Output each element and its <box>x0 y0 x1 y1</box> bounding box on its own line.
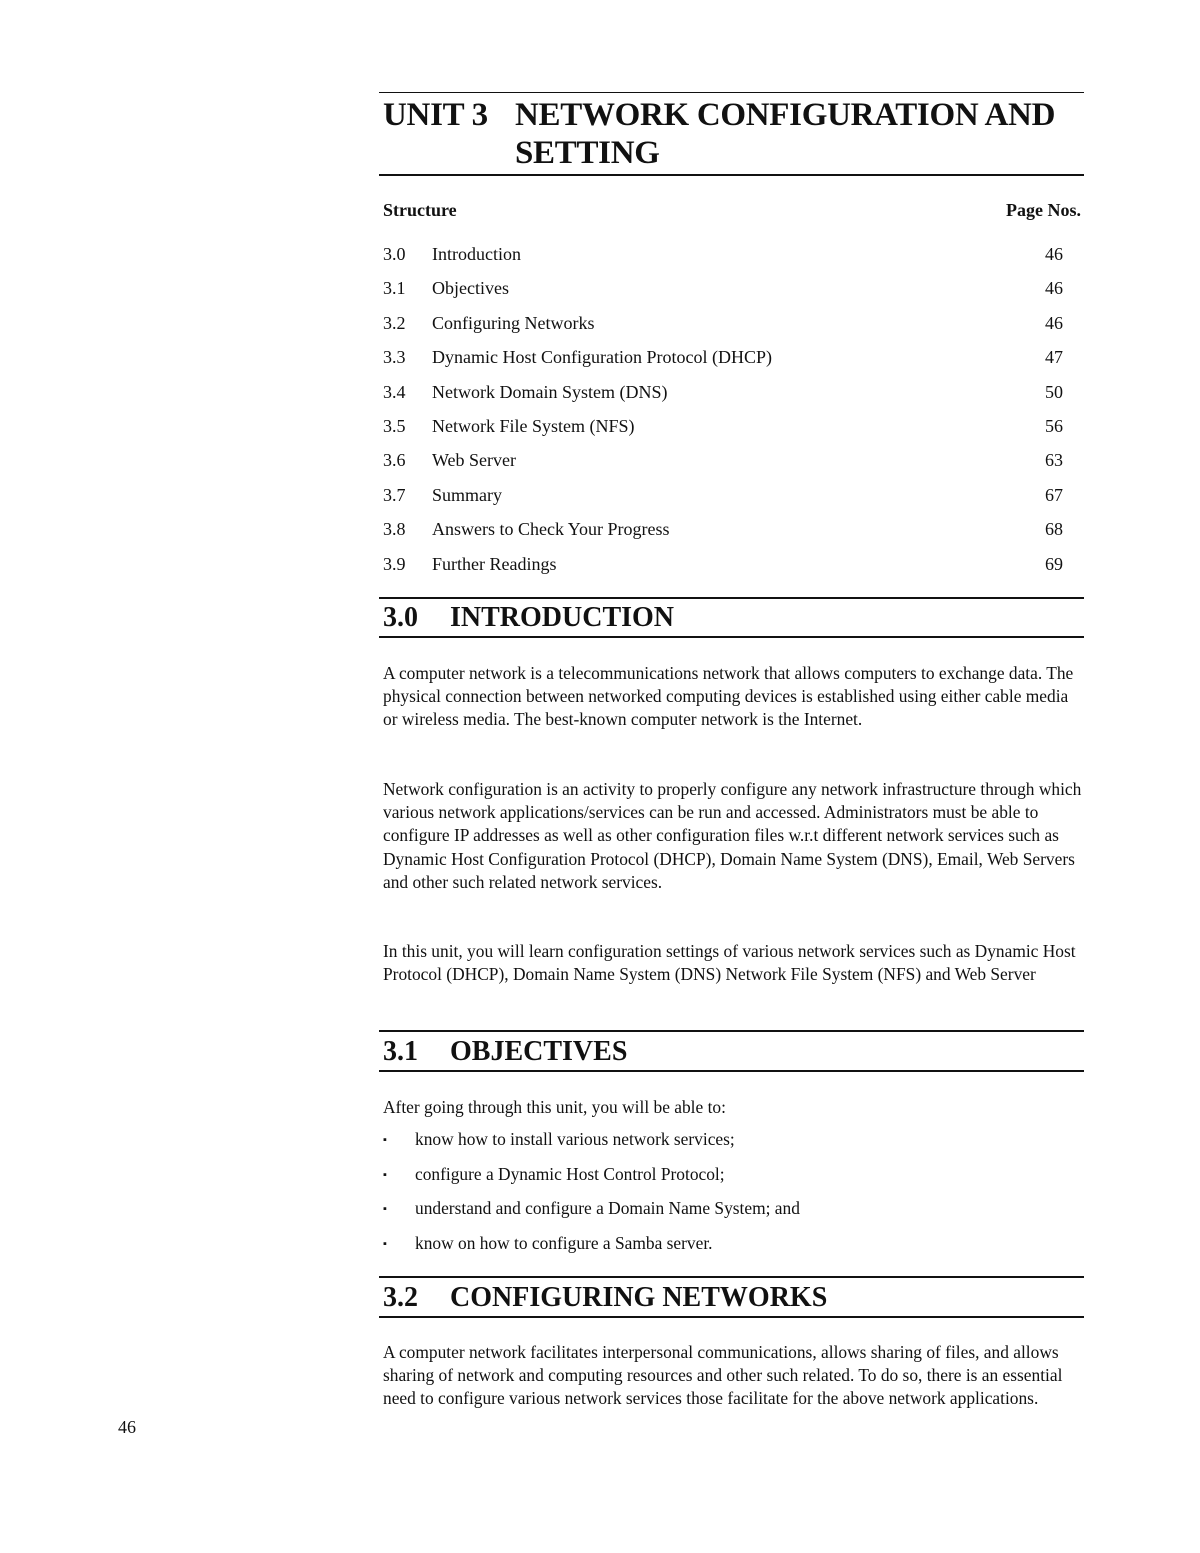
toc-item-number: 3.8 <box>383 519 406 540</box>
list-item-text: configure a Dynamic Host Control Protocol; <box>415 1163 725 1184</box>
toc-item-page: 46 <box>1045 278 1063 299</box>
page-number: 46 <box>118 1417 136 1437</box>
toc-item-title: Network File System (NFS) <box>432 415 635 436</box>
list-item-text: know on how to configure a Samba server. <box>415 1232 713 1253</box>
toc-item-title: Further Readings <box>432 553 557 574</box>
list-item-text: know how to install various network services; <box>415 1129 735 1149</box>
top-rule <box>379 92 1084 93</box>
toc-item-title: Dynamic Host Configuration Protocol (DHCP) <box>432 347 772 368</box>
table-of-contents <box>383 243 1063 587</box>
toc-item-title: Objectives <box>432 278 509 299</box>
intro-paragraph-2: Network configuration is an activity to properly configure any network infrastructure through which various network applications/services can be run and accessed. Administrators must be able to configure IP addresses as well as other configuration files w.r.t different network services such as Dynamic Host Configuration Protocol (DHCP), Domain Name System (DNS), Email, Web Servers and other such related network services. <box>383 779 1082 892</box>
section-rule-top <box>379 597 1084 599</box>
bullet-icon: ▪ <box>383 1203 387 1215</box>
list-item-text: understand and configure a Domain Name System; and <box>415 1198 800 1218</box>
toc-item[interactable] <box>383 381 1063 415</box>
section-title: CONFIGURING NETWORKS <box>450 1282 828 1313</box>
list-item <box>383 1232 1083 1267</box>
bullet-icon: ▪ <box>383 1237 387 1250</box>
section-rule-top <box>379 1030 1084 1032</box>
list-item <box>383 1163 1083 1198</box>
bullet-icon: ▪ <box>383 1134 387 1146</box>
toc-item[interactable] <box>383 553 1063 587</box>
toc-item-number: 3.1 <box>383 278 406 299</box>
section-heading-objectives <box>383 1036 1083 1068</box>
structure-heading: Structure <box>383 200 457 220</box>
toc-item-page: 68 <box>1045 519 1063 540</box>
toc-item-page: 69 <box>1045 553 1063 574</box>
toc-item-number: 3.0 <box>383 244 406 264</box>
toc-item-number: 3.7 <box>383 484 406 505</box>
list-item <box>383 1128 1083 1163</box>
toc-item-title: Network Domain System (DNS) <box>432 381 668 402</box>
unit-number: UNIT 3 <box>383 97 488 133</box>
list-item <box>383 1197 1083 1232</box>
toc-item-number: 3.3 <box>383 347 406 368</box>
toc-item-number: 3.6 <box>383 450 406 471</box>
section-rule-top <box>379 1276 1084 1278</box>
intro-paragraph-1: A computer network is a telecommunications network that allows computers to exchange data. The physical connection between networked computing devices is established using either cable media or wireless media. The best-known computer network is the Internet. <box>383 663 1074 730</box>
toc-item[interactable] <box>383 415 1063 449</box>
toc-item-page: 46 <box>1045 312 1063 333</box>
section-heading-introduction <box>383 602 1083 634</box>
toc-item-page: 67 <box>1045 484 1063 505</box>
toc-item[interactable] <box>383 484 1063 518</box>
section-title: OBJECTIVES <box>450 1036 628 1067</box>
toc-item-title: Web Server <box>432 450 517 471</box>
toc-item-number: 3.2 <box>383 312 406 333</box>
toc-item-title: Answers to Check Your Progress <box>432 519 670 540</box>
toc-item-title: Configuring Networks <box>432 312 595 333</box>
configuring-paragraph-1: A computer network facilitates interpersonal communications, allows sharing of files, and allows sharing of network and computing resources and other such related. To do so, there is an essential need to configure various network services those facilitate for the above network applications. <box>383 1342 1063 1409</box>
intro-paragraph-3: In this unit, you will learn configuration settings of various network services such as Dynamic Host Protocol (DHCP), Domain Name System (DNS) Network File System (NFS) and Web Server <box>383 941 1076 985</box>
toc-item-number: 3.4 <box>383 381 406 402</box>
toc-item-page: 46 <box>1045 244 1063 264</box>
unit-title <box>383 96 1083 172</box>
section-rule-bottom <box>379 1316 1084 1318</box>
toc-item[interactable] <box>383 346 1063 380</box>
toc-item[interactable] <box>383 312 1063 346</box>
title-rule <box>379 174 1084 176</box>
page-nos-heading: Page Nos. <box>1006 200 1081 220</box>
toc-item[interactable] <box>383 518 1063 552</box>
toc-item[interactable] <box>383 449 1063 483</box>
toc-item-page: 56 <box>1045 415 1063 436</box>
section-rule-bottom <box>379 636 1084 638</box>
section-number: 3.2 <box>383 1282 418 1313</box>
toc-item[interactable] <box>383 277 1063 311</box>
toc-item-page: 63 <box>1045 450 1063 471</box>
toc-item-page: 50 <box>1045 381 1063 402</box>
section-number: 3.0 <box>383 602 418 633</box>
section-heading-configuring-networks <box>383 1282 1083 1314</box>
toc-item-number: 3.9 <box>383 553 406 574</box>
bullet-icon: ▪ <box>383 1168 387 1181</box>
objectives-lead: After going through this unit, you will be able to: <box>383 1097 726 1117</box>
toc-item-title: Summary <box>432 484 502 505</box>
objectives-list <box>383 1128 1083 1266</box>
section-number: 3.1 <box>383 1036 418 1067</box>
toc-item-title: Introduction <box>432 244 521 264</box>
section-rule-bottom <box>379 1070 1084 1072</box>
unit-title-line2: SETTING <box>515 135 660 171</box>
unit-title-line1: NETWORK CONFIGURATION AND <box>515 97 1056 133</box>
structure-header <box>383 200 1081 221</box>
toc-item[interactable] <box>383 243 1063 277</box>
toc-item-number: 3.5 <box>383 415 406 436</box>
section-title: INTRODUCTION <box>450 602 675 633</box>
toc-item-page: 47 <box>1045 347 1063 368</box>
